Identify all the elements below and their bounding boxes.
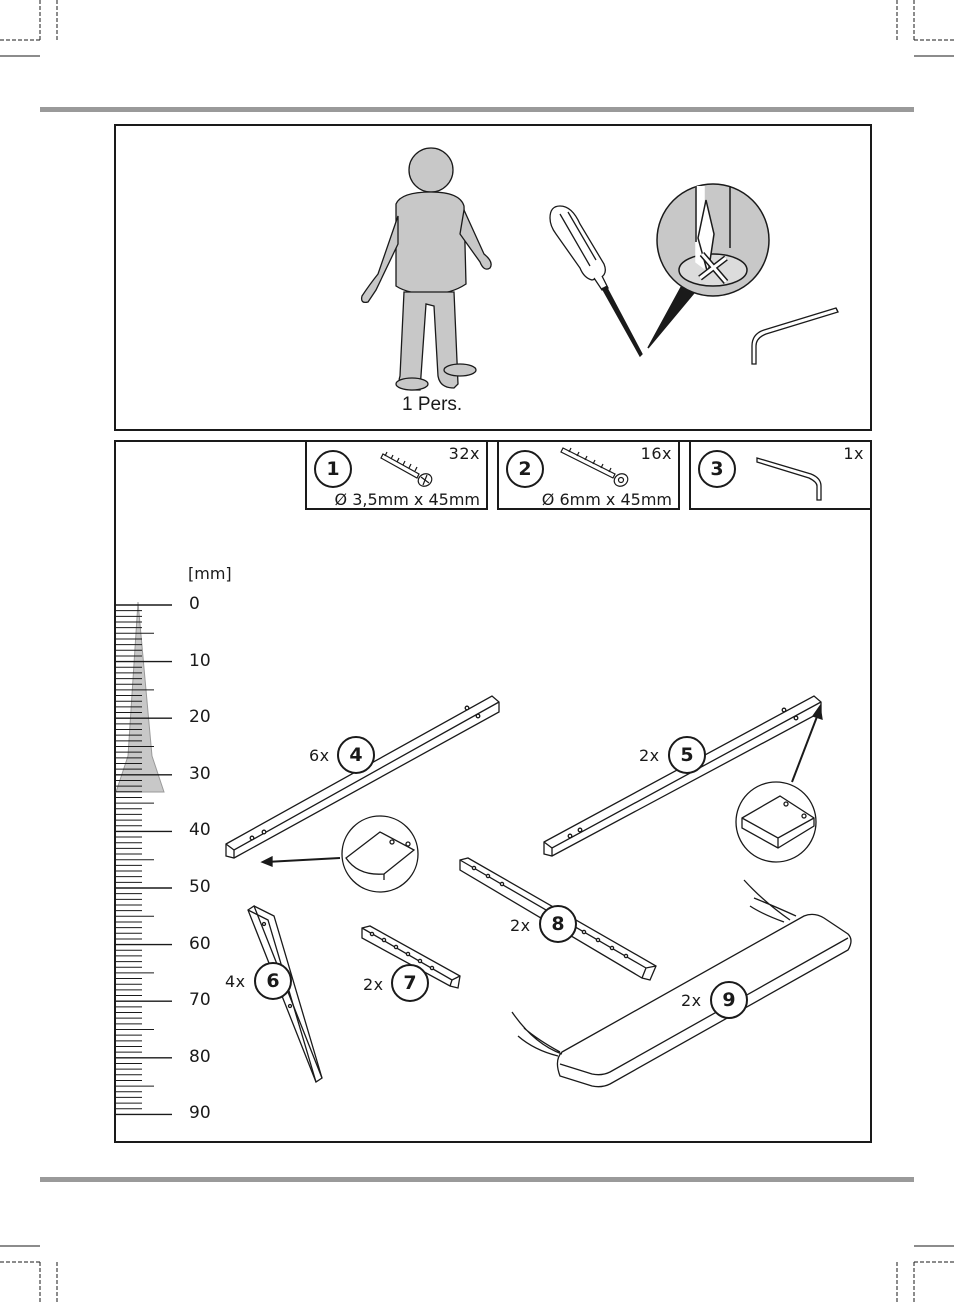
part-4-quantity: 6x <box>309 746 330 765</box>
ruler-unit-label: [mm] <box>188 564 232 583</box>
part-8-quantity: 2x <box>510 916 531 935</box>
part-6-quantity: 4x <box>225 972 246 991</box>
hardware-spec-2: Ø 6mm x 45mm <box>541 490 672 509</box>
ruler-tick-label: 90 <box>189 1103 211 1124</box>
part-4-detail <box>342 816 418 892</box>
persons-label: 1 Pers. <box>402 394 463 415</box>
part-8-number: 8 <box>539 905 577 943</box>
hardware-number-2: 2 <box>506 450 544 488</box>
hardware-number-1: 1 <box>314 450 352 488</box>
hardware-spec-1: Ø 3,5mm x 45mm <box>334 490 480 509</box>
part-7-number: 7 <box>391 964 429 1002</box>
ruler-tick-label: 10 <box>189 650 211 671</box>
bottom-rule <box>40 1177 914 1182</box>
part-6-number: 6 <box>254 962 292 1000</box>
part-4-number: 4 <box>337 736 375 774</box>
allen-key-icon <box>746 302 846 372</box>
ruler-tick-label: 50 <box>189 877 211 897</box>
part-9-number: 9 <box>710 981 748 1019</box>
tools-panel <box>114 124 872 431</box>
part-9-quantity: 2x <box>681 991 702 1010</box>
ruler-tick-label: 70 <box>189 990 211 1011</box>
part-5-number: 5 <box>668 736 706 774</box>
top-rule <box>40 107 914 112</box>
person-icon <box>356 144 516 414</box>
ruler-tick-label: 60 <box>189 933 211 954</box>
part-5-detail <box>736 782 816 862</box>
hardware-quantity-3: 1x <box>843 444 864 463</box>
parts-illustration <box>114 440 872 1143</box>
ruler-tick-label: 80 <box>189 1046 211 1067</box>
ruler-tick-label: 20 <box>189 707 211 728</box>
ruler-tick-label: 30 <box>189 763 211 784</box>
screwdriver-icon <box>546 204 656 364</box>
part-7-quantity: 2x <box>363 975 384 994</box>
part-5-quantity: 2x <box>639 746 660 765</box>
ruler-tick-label: 0 <box>189 594 200 614</box>
hardware-quantity-2: 16x <box>640 444 672 463</box>
ruler-tick-label: 40 <box>189 820 211 841</box>
hardware-quantity-1: 32x <box>448 444 480 463</box>
hardware-number-3: 3 <box>698 450 736 488</box>
